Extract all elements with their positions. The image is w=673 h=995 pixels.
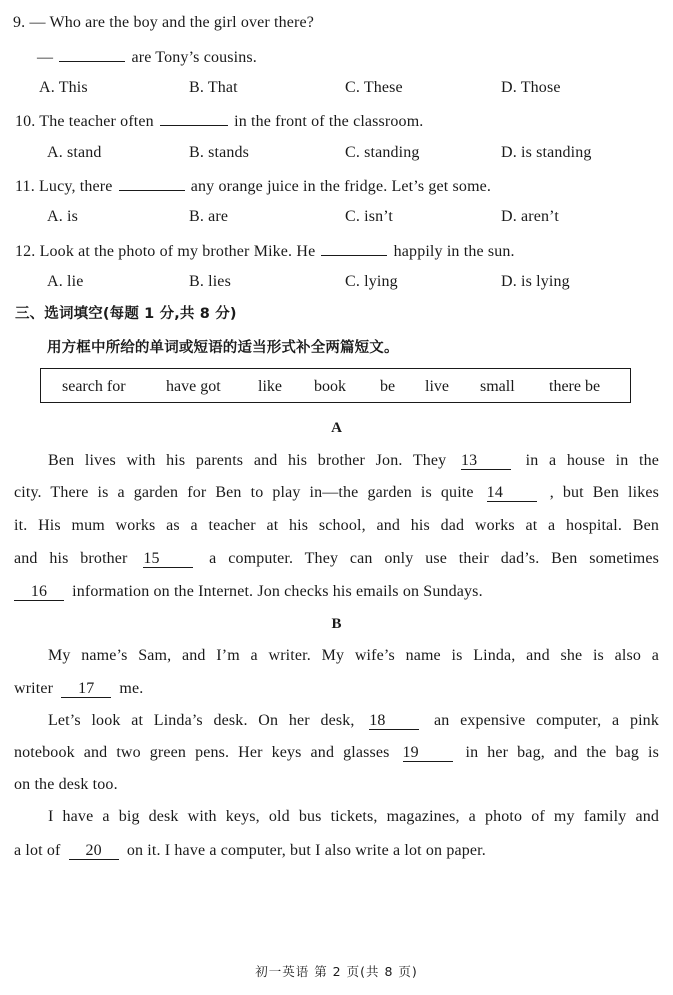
q10-option-a: A. stand <box>47 144 102 161</box>
passage-a-line-4 <box>14 549 659 569</box>
passage-b-text: Let’s look at Linda’s desk. On her desk, <box>48 712 355 729</box>
passage-b-text: an expensive computer, a pink <box>433 712 659 729</box>
passage-a-line-3: it. His mum works as a teacher at his school, and his dad works at a hospital. Ben <box>14 517 659 534</box>
q12-blank <box>321 240 387 256</box>
q12-before: 12. Look at the photo of my brother Mike. He <box>15 243 316 260</box>
passage-a-text: , but Ben likes <box>549 484 660 501</box>
word-like: like <box>258 378 282 395</box>
q9-option-a: A. This <box>39 79 88 96</box>
blank-17: 17 <box>61 681 111 698</box>
passage-b-line-3 <box>48 711 659 731</box>
q9-prompt: 9. — Who are the boy and the girl over there? <box>13 14 315 31</box>
q10-option-b: B. stands <box>189 144 250 161</box>
q9-after: are Tony’s cousins. <box>131 49 257 66</box>
q9-option-b: B. That <box>189 79 238 96</box>
q9-option-c: C. These <box>345 79 403 96</box>
blank-19: 19 <box>403 745 453 762</box>
q10-prompt <box>15 110 423 132</box>
passage-a-text: and his brother <box>14 550 128 567</box>
q9-options <box>0 78 673 98</box>
q12-options <box>0 272 673 292</box>
q11-option-b: B. are <box>189 208 229 225</box>
word-search-for: search for <box>62 378 126 395</box>
passage-b-title: B <box>331 616 342 632</box>
word-there-be: there be <box>549 378 601 395</box>
q11-before: 11. Lucy, there <box>15 178 113 195</box>
q11-blank <box>119 175 185 191</box>
word-box <box>40 368 631 403</box>
q9-blank <box>59 46 125 62</box>
passage-a-text: Ben lives with his parents and his brother Jon. They <box>48 452 447 469</box>
q12-option-b: B. lies <box>189 273 231 290</box>
passage-a-text: information on the Internet. Jon checks his emails on Sundays. <box>72 583 483 600</box>
blank-20: 20 <box>69 843 119 860</box>
word-book: book <box>314 378 346 395</box>
passage-b-text: me. <box>119 680 144 697</box>
passage-b-text: a lot of <box>14 842 61 859</box>
passage-b-text: writer <box>14 680 54 697</box>
q12-option-d: D. is lying <box>501 273 570 290</box>
passage-a-line-5 <box>14 582 483 602</box>
word-small: small <box>480 378 515 395</box>
word-have-got: have got <box>166 378 221 395</box>
word-live: live <box>425 378 449 395</box>
q9-dash: — <box>37 49 54 66</box>
q12-prompt <box>15 240 515 262</box>
q10-blank <box>160 110 228 126</box>
page-footer: 初一英语 第 2 页(共 8 页) <box>255 964 418 979</box>
q10-before: 10. The teacher often <box>15 113 154 130</box>
word-be: be <box>380 378 396 395</box>
q11-after: any orange juice in the fridge. Let’s get some. <box>190 178 492 195</box>
passage-b-text: on it. I have a computer, but I also write a lot on paper. <box>126 842 486 859</box>
q11-option-c: C. isn’t <box>345 208 394 225</box>
passage-a-text: city. There is a garden for Ben to play in—the garden is quite <box>14 484 474 501</box>
q9-option-d: D. Those <box>501 79 561 96</box>
q12-option-a: A. lie <box>47 273 84 290</box>
passage-b-line-7 <box>14 841 486 861</box>
passage-a-line-1 <box>48 451 659 471</box>
section3-instruction: 用方框中所给的单词或短语的适当形式补全两篇短文。 <box>47 340 399 356</box>
blank-18: 18 <box>369 713 419 730</box>
blank-14: 14 <box>487 485 537 502</box>
passage-a-title: A <box>331 420 342 436</box>
passage-b-line-6: I have a big desk with keys, old bus tickets, magazines, a photo of my family and <box>48 808 659 825</box>
q11-prompt <box>15 175 491 197</box>
q11-options <box>0 207 673 227</box>
passage-b-line-5: on the desk too. <box>14 776 118 793</box>
passage-a-text: a computer. They can only use their dad’s. Ben sometimes <box>209 550 659 567</box>
q10-option-c: C. standing <box>345 144 420 161</box>
passage-b-line-1: My name’s Sam, and I’m a writer. My wife’s name is Linda, and she is also a <box>48 647 659 664</box>
passage-b-text: in her bag, and the bag is <box>465 744 659 761</box>
q10-after: in the front of the classroom. <box>234 113 424 130</box>
passage-a-text: in a house in the <box>525 452 659 469</box>
passage-a-line-2 <box>14 483 659 503</box>
passage-b-line-4 <box>14 743 659 763</box>
blank-15: 15 <box>143 551 193 568</box>
blank-13: 13 <box>461 453 511 470</box>
q11-option-d: D. aren’t <box>501 208 559 225</box>
q12-option-c: C. lying <box>345 273 398 290</box>
q10-options <box>0 143 673 163</box>
passage-b-line-2 <box>14 679 143 699</box>
passage-b-text: notebook and two green pens. Her keys and glasses <box>14 744 390 761</box>
q12-after: happily in the sun. <box>393 243 515 260</box>
q10-option-d: D. is standing <box>501 144 592 161</box>
section3-heading: 三、选词填空(每题 1 分,共 8 分) <box>15 306 237 322</box>
blank-16: 16 <box>14 584 64 601</box>
q11-option-a: A. is <box>47 208 78 225</box>
q9-answer-line <box>37 46 257 68</box>
